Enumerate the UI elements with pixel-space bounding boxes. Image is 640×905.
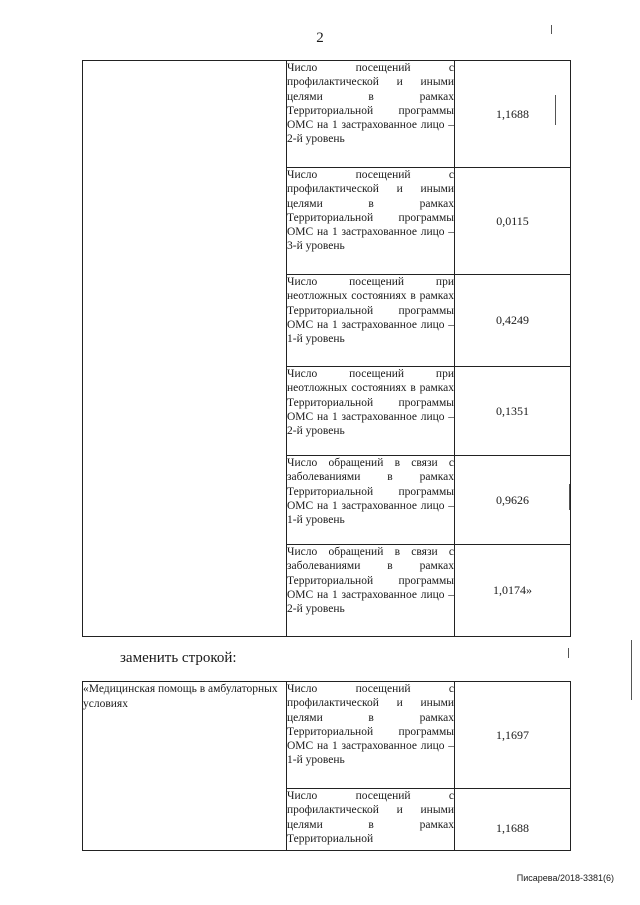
- scan-artifact: [551, 25, 552, 34]
- indicator-value: 0,4249: [455, 275, 571, 367]
- indicator-value: 0,1351: [455, 367, 571, 456]
- scan-artifact: [568, 648, 569, 658]
- indicator-description: Число обращений в связи с заболеваниями в рамках Территориальной программы ОМС на 1 застрахованное лицо – 1-й уровень: [287, 456, 455, 545]
- table-row: [83, 61, 571, 168]
- indicator-value: 1,1688: [455, 61, 571, 168]
- indicator-description: Число посещений при неотложных состояниях в рамках Территориальной программы ОМС на 1 застрахованное лицо – 1-й уровень: [287, 275, 455, 367]
- indicator-value: 1,1688: [455, 789, 571, 851]
- indicator-description: Число посещений с профилактической и иными целями в рамках Территориальной программы ОМС на 1 застрахованное лицо – 2-й уровень: [287, 61, 455, 168]
- scan-artifact: [555, 95, 556, 125]
- category-cell: [83, 61, 287, 637]
- indicator-description: Число посещений с профилактической и иными целями в рамках Территориальной программы ОМС на 1 застрахованное лицо – 1-й уровень: [287, 682, 455, 789]
- indicator-value: 0,9626: [455, 456, 571, 545]
- indicator-value: 0,0115: [455, 168, 571, 275]
- indicator-table-top: [82, 60, 571, 637]
- indicator-value: 1,1697: [455, 682, 571, 789]
- category-cell: «Медицинская помощь в амбулаторных условиях: [83, 682, 287, 851]
- table-row: [83, 682, 571, 789]
- scan-artifact: [569, 484, 570, 510]
- indicator-description: Число посещений с профилактической и иными целями в рамках Территориальной: [287, 789, 455, 851]
- replace-instruction: заменить строкой:: [120, 650, 237, 666]
- page-number: 2: [316, 30, 324, 46]
- document-footer: Писарева/2018-3381(6): [516, 873, 614, 883]
- indicator-value: 1,0174»: [455, 545, 571, 637]
- indicator-table-bottom: [82, 681, 571, 851]
- indicator-description: Число посещений при неотложных состояниях в рамках Территориальной программы ОМС на 1 застрахованное лицо – 2-й уровень: [287, 367, 455, 456]
- indicator-description: Число посещений с профилактической и иными целями в рамках Территориальной программы ОМС на 1 застрахованное лицо – 3-й уровень: [287, 168, 455, 275]
- scan-artifact: [631, 640, 632, 700]
- indicator-description: Число обращений в связи с заболеваниями в рамках Территориальной программы ОМС на 1 застрахованное лицо – 2-й уровень: [287, 545, 455, 637]
